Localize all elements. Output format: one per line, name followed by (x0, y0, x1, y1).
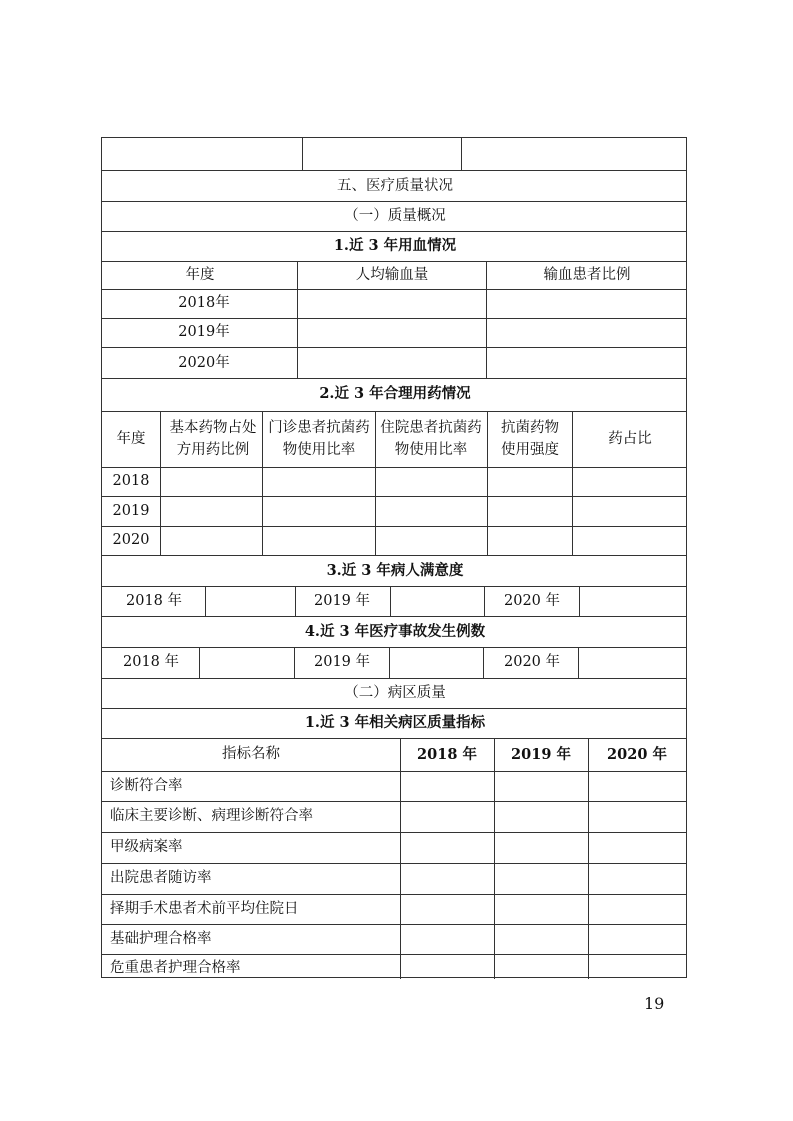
page-number: 19 (644, 994, 665, 1013)
accidents-year-2018: 2018 年 (122, 654, 180, 670)
indicator-diagnosis-accuracy: 诊断符合率 (110, 778, 183, 794)
blood-year-2020: 2020年 (178, 355, 230, 371)
satisfaction-year-2018: 2018 年 (125, 593, 183, 609)
indicator-critical-nursing: 危重患者护理合格率 (110, 960, 241, 976)
indicator-follow-up-rate: 出院患者随访率 (110, 870, 212, 886)
drug-header-drug-ratio: 药占比 (608, 431, 652, 447)
ward-header-2020: 2020 年 (607, 746, 667, 763)
drug-year-2018: 2018 (112, 473, 150, 489)
ward-indicators-title: 1.近 3 年相关病区质量指标 (304, 714, 486, 731)
quality-form-table (101, 137, 687, 978)
blood-year-2018: 2018年 (178, 295, 230, 311)
satisfaction-year-2020: 2020 年 (503, 593, 561, 609)
drug-header-outpatient-antibiotic: 门诊患者抗菌药物使用比率 (268, 420, 370, 458)
ward-header-2019: 2019 年 (511, 746, 571, 763)
drug-header-antibiotic-intensity: 抗菌药物使用强度 (501, 420, 559, 458)
indicator-grade-a-records: 甲级病案率 (110, 839, 183, 855)
accidents-year-2020: 2020 年 (503, 654, 561, 670)
section-title: 五、医疗质量状况 (337, 178, 453, 194)
satisfaction-title: 3.近 3 年病人满意度 (326, 562, 464, 579)
blood-header-per-capita: 人均输血量 (355, 267, 429, 283)
ward-header-2018: 2018 年 (417, 746, 477, 763)
blood-year-2019: 2019年 (178, 324, 230, 340)
drug-header-year: 年度 (116, 431, 146, 447)
indicator-preop-stay: 择期手术患者术前平均住院日 (110, 901, 299, 917)
drug-usage-title: 2.近 3 年合理用药情况 (319, 385, 471, 402)
blood-usage-title: 1.近 3 年用血情况 (333, 237, 457, 254)
accidents-title: 4.近 3 年医疗事故发生例数 (304, 623, 486, 640)
indicator-pathology-accuracy: 临床主要诊断、病理诊断符合率 (110, 808, 313, 824)
blood-header-year: 年度 (185, 267, 215, 283)
subsection-quality-overview: （一）质量概况 (344, 208, 446, 224)
drug-year-2020: 2020 (112, 532, 150, 548)
satisfaction-year-2019: 2019 年 (313, 593, 371, 609)
drug-header-essential-ratio: 基本药物占处方用药比例 (169, 420, 257, 458)
indicator-basic-nursing: 基础护理合格率 (110, 931, 212, 947)
drug-year-2019: 2019 (112, 503, 150, 519)
drug-header-inpatient-antibiotic: 住院患者抗菌药物使用比率 (380, 420, 482, 458)
blood-header-ratio: 输血患者比例 (543, 267, 631, 283)
accidents-year-2019: 2019 年 (313, 654, 371, 670)
subsection-ward-quality: （二）病区质量 (344, 685, 446, 701)
ward-header-indicator: 指标名称 (222, 746, 280, 762)
